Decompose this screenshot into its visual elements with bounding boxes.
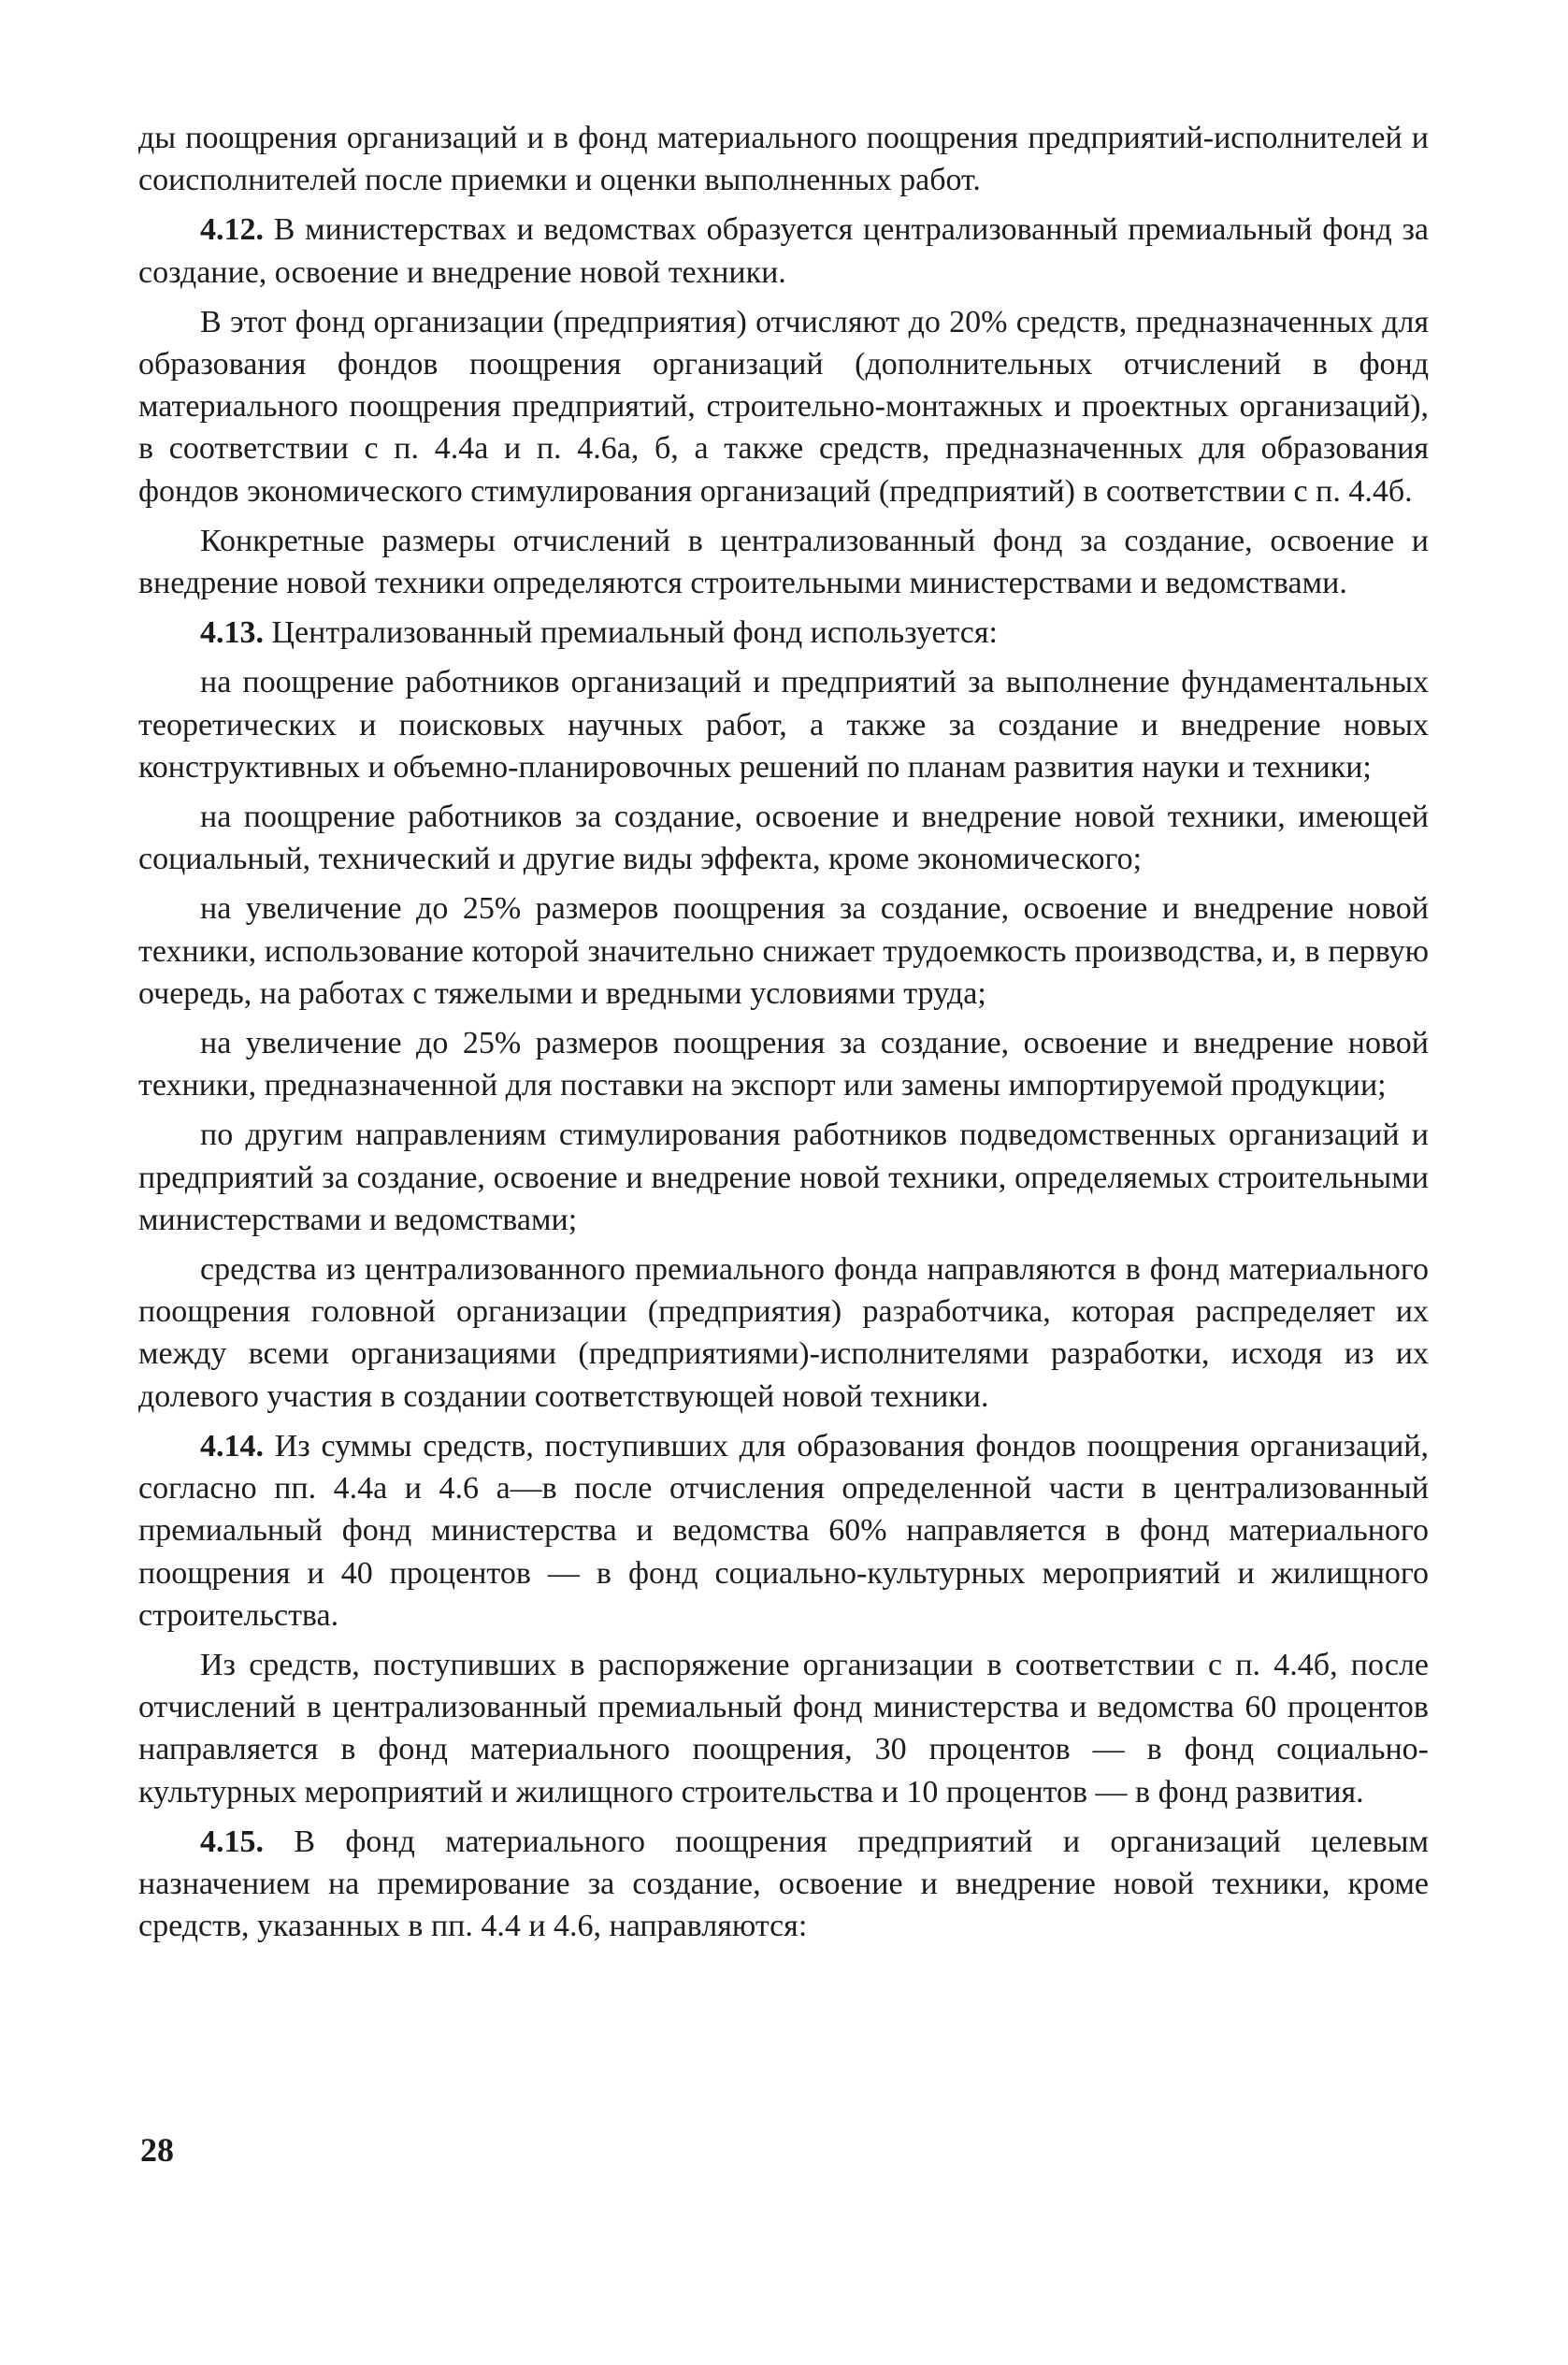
paragraph-4-15: 4.15. В фонд материального поощрения предприятий и организаций целевым назначением на премирование за создание, освоение и внедрение новой техники, кроме средств, указанных в пп. 4.4 и 4.6, направляются: [138, 1824, 1429, 1944]
list-item-fundamental-research: на поощрение работников организаций и предприятий за выполнение фундаментальных теоретических и поисковых научных работ, а также за создание и внедрение новых конструктивных и объемно-планировочных решений по планам развития науки и техники; [138, 665, 1429, 785]
paragraph-fund-distribution: Из средств, поступивших в распоряжение организации в соответствии с п. 4.4б, после отчислений в централизованный премиальный фонд министерства и ведомства 60 процентов направляется в фонд материального поощрения, 30 процентов — в фонд социально-культурных мероприятий и жилищного строительства и 10 процентов — в фонд развития. [138, 1647, 1429, 1810]
paragraph-4-13: 4.13. Централизованный премиальный фонд используется: [200, 615, 998, 651]
list-item-labor-intensity: на увеличение до 25% размеров поощрения за создание, освоение и внедрение новой техники, использование которой значительно снижает трудоемкость производства, и, в первую очередь, на работах с тяжелыми и вредными условиями труда; [138, 891, 1429, 1011]
paragraph-continuation: ды поощрения организаций и в фонд материального поощрения предприятий-исполнителей и соисполнителей после приемки и оценки выполненных работ. [138, 121, 1429, 198]
paragraph-fund-deductions: В этот фонд организации (предприятия) отчисляют до 20% средств, предназначенных для образования фондов поощрения организаций (дополнительных отчислений в фонд материального поощрения предприятий, строительно-монтажных и проектных организаций), в соответствии с п. 4.4а и п. 4.6а, б, а также средств, предназначенных для образования фондов экономического стимулирования организаций (предприятий) в соответствии с п. 4.4б. [138, 304, 1429, 509]
paragraph-4-14: 4.14. Из суммы средств, поступивших для образования фондов поощрения организаций, согласно пп. 4.4а и 4.6 а—в после отчисления определенной части в централизованный премиальный фонд министерства и ведомства 60% направляется в фонд материального поощрения и 40 процентов — в фонд социально-культурных мероприятий и жилищного строительства. [138, 1428, 1429, 1633]
list-item-other-directions: по другим направлениям стимулирования работников подведомственных организаций и предприятий за создание, освоение и внедрение новой техники, определяемых строительными министерствами и ведомствами; [138, 1118, 1429, 1237]
list-item-head-organization: средства из централизованного премиального фонда направляются в фонд материального поощрения головной организации (предприятия) разработчика, которая распределяет их между всеми организациями (предприятиями)-исполнителями разработки, исходя из их долевого участия в создании соответствующей новой техники. [138, 1252, 1429, 1414]
paragraph-4-12: 4.12. В министерствах и ведомствах образуется централизованный премиальный фонд за создание, освоение и внедрение новой техники. [138, 212, 1429, 290]
page-number: 28 [140, 2131, 174, 2169]
body-text [138, 117, 1429, 1954]
list-item-export: на увеличение до 25% размеров поощрения за создание, освоение и внедрение новой техники, предназначенной для поставки на экспорт или замены импортируемой продукции; [138, 1026, 1429, 1103]
list-item-social-effect: на поощрение работников за создание, освоение и внедрение новой техники, имеющей социальный, технический и другие виды эффекта, кроме экономического; [138, 800, 1429, 877]
paragraph-deduction-sizes: Конкретные размеры отчислений в централизованный фонд за создание, освоение и внедрение новой техники определяются строительными министерствами и ведомствами. [138, 523, 1429, 601]
